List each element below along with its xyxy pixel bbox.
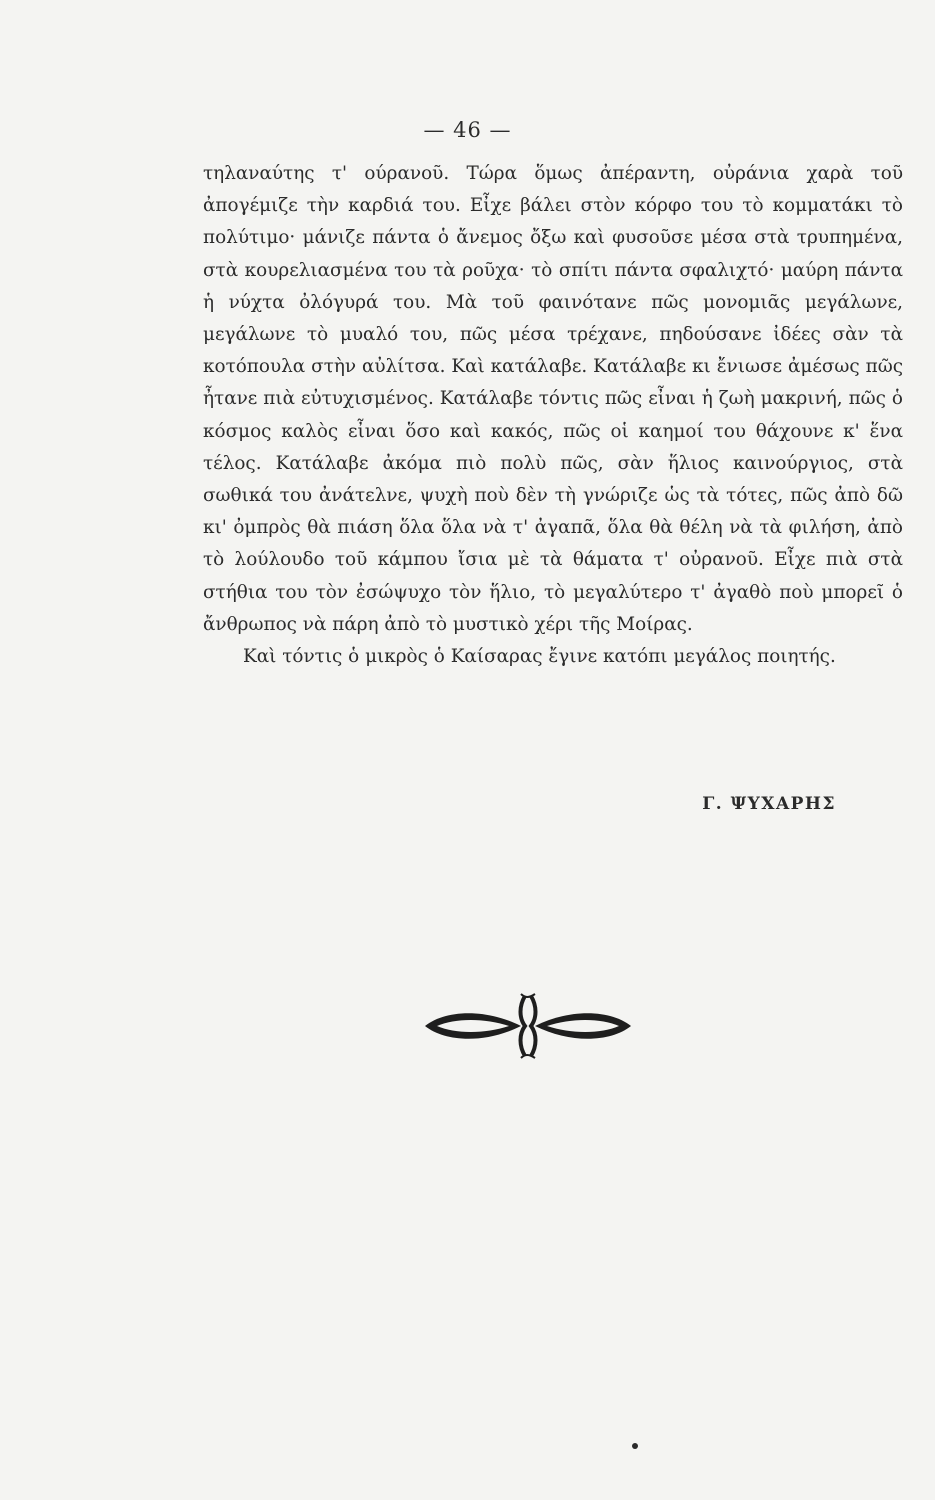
- paragraph-closing: Καὶ τόντις ὁ μικρὸς ὁ Καίσαρας ἔγινε κατόπι μεγάλος ποιητής.: [243, 646, 836, 668]
- body-text: [203, 158, 903, 673]
- decorative-ornament-icon: [425, 992, 631, 1060]
- page-number: — 46 —: [423, 118, 512, 142]
- speck-dot: [632, 1443, 638, 1449]
- author-signature: Γ. ΨΥΧΑΡΗΣ: [702, 794, 836, 814]
- paragraph-main: τηλαναύτης τ' ούρανοῦ. Τώρα ὅμως ἀπέραντη, οὐράνια χαρὰ τοῦ ἀπογέμιζε τὴν καρδιά του. Εἶχε βάλει στὸν κόρφο του τὸ κομματάκι τὸ πολύτιμο· μάνιζε πάντα ὁ ἄνεμος ὄξω καὶ φυσοῦσε μέσα στὰ τρυπημένα, στὰ κουρελιασμένα του τὰ ροῦχα· τὸ σπίτι πάντα σφαλιχτό· μαύρη πάντα ἡ νύχτα ὀλόγυρά του. Μὰ τοῦ φαινότανε πῶς μονομιᾶς μεγάλωνε, μεγάλωνε τὸ μυαλό του, πῶς μέσα τρέχανε, πηδούσανε ἰδέες σὰν τὰ κοτόπουλα στὴν αὐλίτσα. Καὶ κατάλαβε. Κατάλαβε κι ἔνιωσε ἀμέσως πῶς ἦτανε πιὰ εὐτυχισμένος. Κατάλαβε τόντις πῶς εἶναι ἡ ζωὴ μακρινή, πῶς ὁ κόσμος καλὸς εἶναι ὅσο καὶ κακός, πῶς οἱ καημοί του θάχουνε κ' ἕνα τέλος. Κατάλαβε ἀκόμα πιὸ πολὺ πῶς, σὰν ἥλιος καινούργιος, στὰ σωθικά του ἀνάτελνε, ψυχὴ ποὺ δὲν τὴ γνώριζε ὡς τὰ τότες, πῶς ἀπὸ δῶ κι' ὀμπρὸς θὰ πιάση ὅλα ὅλα νὰ τ' ἀγαπᾶ, ὅλα θὰ θέλη νὰ τὰ φιλήση, ἀπὸ τὸ λούλουδο τοῦ κάμπου ἴσια μὲ τὰ θάματα τ' οὐρανοῦ. Εἶχε πιὰ στὰ στήθια του τὸν ἐσώψυχο τὸν ἥλιο, τὸ μεγαλύτερο τ' ἀγαθὸ ποὺ μπορεῖ ὁ ἄνθρωπος νὰ πάρη ἀπὸ τὸ μυστικὸ χέρι τῆς Μοίρας.: [203, 163, 903, 635]
